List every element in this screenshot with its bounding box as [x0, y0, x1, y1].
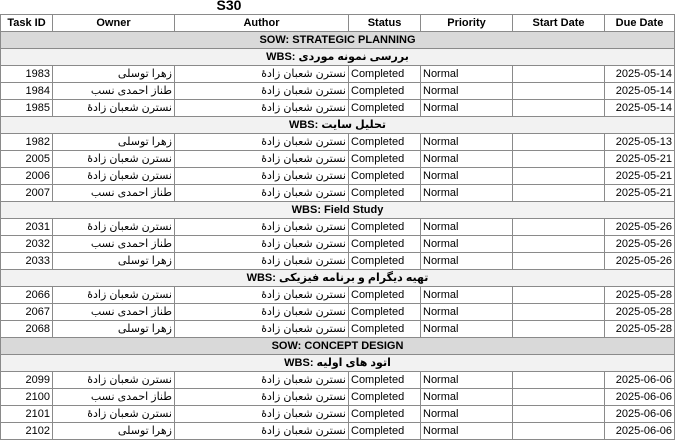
due-date-cell[interactable]: 2025-06-06 [605, 406, 675, 423]
priority-cell[interactable]: Normal [421, 304, 513, 321]
start-date-cell[interactable] [513, 100, 605, 117]
task-id-cell[interactable]: 1985 [1, 100, 53, 117]
header-owner[interactable]: Owner [53, 15, 175, 32]
author-cell[interactable]: نسترن شعبان زادهٔ [175, 83, 349, 100]
status-cell[interactable]: Completed [349, 406, 421, 423]
author-cell[interactable]: نسترن شعبان زادهٔ [175, 304, 349, 321]
due-date-cell[interactable]: 2025-05-21 [605, 151, 675, 168]
author-cell[interactable]: نسترن شعبان زادهٔ [175, 134, 349, 151]
due-date-cell[interactable]: 2025-05-14 [605, 100, 675, 117]
author-cell[interactable]: نسترن شعبان زادهٔ [175, 389, 349, 406]
task-id-cell[interactable]: 1983 [1, 66, 53, 83]
status-cell[interactable]: Completed [349, 219, 421, 236]
task-id-cell[interactable]: 2006 [1, 168, 53, 185]
priority-cell[interactable]: Normal [421, 66, 513, 83]
due-date-cell[interactable]: 2025-05-14 [605, 66, 675, 83]
table-row [1, 406, 675, 423]
status-cell[interactable]: Completed [349, 151, 421, 168]
status-cell[interactable]: Completed [349, 66, 421, 83]
author-cell[interactable]: نسترن شعبان زادهٔ [175, 321, 349, 338]
task-id-cell[interactable]: 1982 [1, 134, 53, 151]
owner-cell[interactable]: زهرا توسلی [53, 134, 175, 151]
owner-cell[interactable]: زهرا توسلی [53, 423, 175, 440]
start-date-cell[interactable] [513, 151, 605, 168]
header-task-id[interactable]: Task ID [1, 15, 53, 32]
due-date-cell[interactable]: 2025-06-06 [605, 423, 675, 440]
table-row [1, 66, 675, 83]
status-cell[interactable]: Completed [349, 168, 421, 185]
header-author[interactable]: Author [175, 15, 349, 32]
sow-label[interactable]: SOW: CONCEPT DESIGN [1, 338, 675, 355]
owner-cell[interactable]: طناز احمدی نسب [53, 236, 175, 253]
task-id-cell[interactable]: 1984 [1, 83, 53, 100]
author-cell[interactable]: نسترن شعبان زادهٔ [175, 287, 349, 304]
status-cell[interactable]: Completed [349, 83, 421, 100]
priority-cell[interactable]: Normal [421, 236, 513, 253]
sow-label[interactable]: SOW: STRATEGIC PLANNING [1, 32, 675, 49]
wbs-group-row [1, 117, 675, 134]
task-id-cell[interactable]: 2005 [1, 151, 53, 168]
owner-cell[interactable]: طناز احمدی نسب [53, 83, 175, 100]
start-date-cell[interactable] [513, 66, 605, 83]
task-id-cell[interactable]: 2101 [1, 406, 53, 423]
author-cell[interactable]: نسترن شعبان زادهٔ [175, 151, 349, 168]
author-cell[interactable]: نسترن شعبان زادهٔ [175, 168, 349, 185]
owner-cell[interactable]: زهرا توسلی [53, 66, 175, 83]
priority-cell[interactable]: Normal [421, 100, 513, 117]
start-date-cell[interactable] [513, 253, 605, 270]
start-date-cell[interactable] [513, 83, 605, 100]
wbs-group-row [1, 270, 675, 287]
status-cell[interactable]: Completed [349, 185, 421, 202]
owner-cell[interactable]: زهرا توسلی [53, 253, 175, 270]
start-date-cell[interactable] [513, 168, 605, 185]
author-cell[interactable]: نسترن شعبان زادهٔ [175, 66, 349, 83]
task-id-cell[interactable]: 2032 [1, 236, 53, 253]
priority-cell[interactable]: Normal [421, 83, 513, 100]
table-row [1, 253, 675, 270]
status-cell[interactable]: Completed [349, 236, 421, 253]
owner-cell[interactable]: طناز احمدی نسب [53, 389, 175, 406]
table-row [1, 372, 675, 389]
owner-cell[interactable]: طناز احمدی نسب [53, 185, 175, 202]
owner-cell[interactable]: نسترن شعبان زادهٔ [53, 219, 175, 236]
sow-section-row [1, 338, 675, 355]
header-start-date[interactable]: Start Date [513, 15, 605, 32]
owner-cell[interactable]: نسترن شعبان زادهٔ [53, 168, 175, 185]
due-date-cell[interactable]: 2025-05-21 [605, 168, 675, 185]
start-date-cell[interactable] [513, 372, 605, 389]
task-id-cell[interactable]: 2099 [1, 372, 53, 389]
priority-cell[interactable]: Normal [421, 287, 513, 304]
owner-cell[interactable]: طناز احمدی نسب [53, 304, 175, 321]
due-date-cell[interactable]: 2025-05-28 [605, 304, 675, 321]
wbs-group-row [1, 49, 675, 66]
author-cell[interactable]: نسترن شعبان زادهٔ [175, 423, 349, 440]
task-id-cell[interactable]: 2102 [1, 423, 53, 440]
start-date-cell[interactable] [513, 185, 605, 202]
author-cell[interactable]: نسترن شعبان زادهٔ [175, 100, 349, 117]
status-cell[interactable]: Completed [349, 423, 421, 440]
start-date-cell[interactable] [513, 236, 605, 253]
author-cell[interactable]: نسترن شعبان زادهٔ [175, 406, 349, 423]
table-row [1, 83, 675, 100]
task-id-cell[interactable]: 2068 [1, 321, 53, 338]
table-row [1, 321, 675, 338]
start-date-cell[interactable] [513, 304, 605, 321]
status-cell[interactable]: Completed [349, 134, 421, 151]
task-table [0, 14, 675, 440]
task-id-cell[interactable]: 2007 [1, 185, 53, 202]
wbs-label[interactable]: WBS: تحلیل سایت [1, 117, 675, 134]
status-cell[interactable]: Completed [349, 321, 421, 338]
start-date-cell[interactable] [513, 321, 605, 338]
start-date-cell[interactable] [513, 423, 605, 440]
priority-cell[interactable]: Normal [421, 253, 513, 270]
due-date-cell[interactable]: 2025-05-26 [605, 253, 675, 270]
table-body [1, 32, 675, 440]
status-cell[interactable]: Completed [349, 287, 421, 304]
table-row [1, 168, 675, 185]
status-cell[interactable]: Completed [349, 253, 421, 270]
table-row [1, 287, 675, 304]
priority-cell[interactable]: Normal [421, 372, 513, 389]
owner-cell[interactable]: زهرا توسلی [53, 321, 175, 338]
header-row [1, 15, 675, 32]
due-date-cell[interactable]: 2025-06-06 [605, 389, 675, 406]
table-row [1, 219, 675, 236]
wbs-group-row [1, 202, 675, 219]
wbs-label[interactable]: WBS: تهیه دیگرام و برنامه فیزیکی [1, 270, 675, 287]
owner-cell[interactable]: نسترن شعبان زادهٔ [53, 406, 175, 423]
wbs-label[interactable]: WBS: Field Study [1, 202, 675, 219]
task-id-cell[interactable]: 2033 [1, 253, 53, 270]
author-cell[interactable]: نسترن شعبان زادهٔ [175, 219, 349, 236]
page-title: S30 [216, 0, 242, 13]
priority-cell[interactable]: Normal [421, 134, 513, 151]
status-cell[interactable]: Completed [349, 100, 421, 117]
owner-cell[interactable]: نسترن شعبان زادهٔ [53, 151, 175, 168]
header-status[interactable]: Status [349, 15, 421, 32]
due-date-cell[interactable]: 2025-05-13 [605, 134, 675, 151]
task-id-cell[interactable]: 2067 [1, 304, 53, 321]
task-id-cell[interactable]: 2066 [1, 287, 53, 304]
due-date-cell[interactable]: 2025-05-14 [605, 83, 675, 100]
due-date-cell[interactable]: 2025-05-28 [605, 321, 675, 338]
priority-cell[interactable]: Normal [421, 321, 513, 338]
priority-cell[interactable]: Normal [421, 168, 513, 185]
table-row [1, 100, 675, 117]
table-row [1, 134, 675, 151]
start-date-cell[interactable] [513, 406, 605, 423]
priority-cell[interactable]: Normal [421, 185, 513, 202]
task-id-cell[interactable]: 2031 [1, 219, 53, 236]
author-cell[interactable]: نسترن شعبان زادهٔ [175, 253, 349, 270]
table-row [1, 236, 675, 253]
author-cell[interactable]: نسترن شعبان زادهٔ [175, 185, 349, 202]
status-cell[interactable]: Completed [349, 372, 421, 389]
start-date-cell[interactable] [513, 219, 605, 236]
status-cell[interactable]: Completed [349, 389, 421, 406]
start-date-cell[interactable] [513, 287, 605, 304]
table-row [1, 389, 675, 406]
header-priority[interactable]: Priority [421, 15, 513, 32]
due-date-cell[interactable]: 2025-05-28 [605, 287, 675, 304]
priority-cell[interactable]: Normal [421, 389, 513, 406]
priority-cell[interactable]: Normal [421, 423, 513, 440]
priority-cell[interactable]: Normal [421, 406, 513, 423]
status-cell[interactable]: Completed [349, 304, 421, 321]
priority-cell[interactable]: Normal [421, 219, 513, 236]
table-row [1, 304, 675, 321]
wbs-label[interactable]: WBS: بررسی نمونه موردی [1, 49, 675, 66]
wbs-group-row [1, 355, 675, 372]
start-date-cell[interactable] [513, 389, 605, 406]
sow-section-row [1, 32, 675, 49]
table-row [1, 185, 675, 202]
due-date-cell[interactable]: 2025-05-26 [605, 236, 675, 253]
owner-cell[interactable]: نسترن شعبان زادهٔ [53, 372, 175, 389]
table-row [1, 423, 675, 440]
owner-cell[interactable]: نسترن شعبان زادهٔ [53, 100, 175, 117]
due-date-cell[interactable]: 2025-06-06 [605, 372, 675, 389]
author-cell[interactable]: نسترن شعبان زادهٔ [175, 236, 349, 253]
start-date-cell[interactable] [513, 134, 605, 151]
wbs-label[interactable]: WBS: اتود های اولیه [1, 355, 675, 372]
due-date-cell[interactable]: 2025-05-26 [605, 219, 675, 236]
owner-cell[interactable]: نسترن شعبان زادهٔ [53, 287, 175, 304]
due-date-cell[interactable]: 2025-05-21 [605, 185, 675, 202]
author-cell[interactable]: نسترن شعبان زادهٔ [175, 372, 349, 389]
priority-cell[interactable]: Normal [421, 151, 513, 168]
table-row [1, 151, 675, 168]
header-due-date[interactable]: Due Date [605, 15, 675, 32]
task-id-cell[interactable]: 2100 [1, 389, 53, 406]
